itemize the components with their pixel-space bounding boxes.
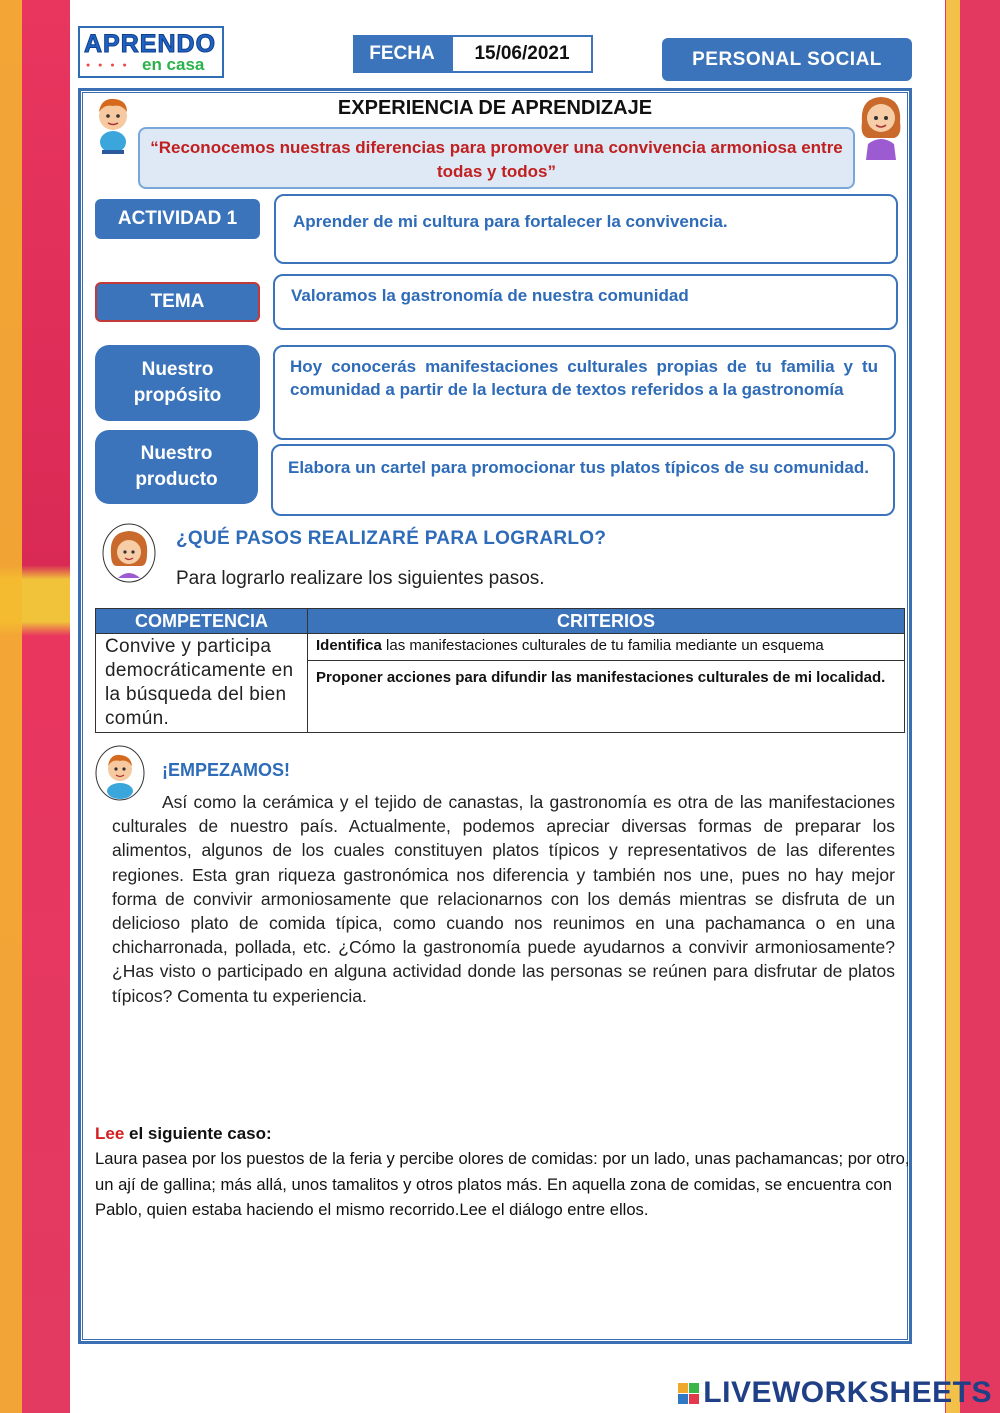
girl-character-icon [856,92,906,162]
fecha-label: FECHA [353,35,451,73]
actividad-text: Aprender de mi cultura para fortalecer la convivencia. [274,194,898,264]
liveworksheets-logo: LIVEWORKSHEETS [678,1376,992,1410]
empezamos-paragraph: Así como la cerámica y el tejido de canastas, la gastronomía es otra de las manifestaciones culturales de nuestro país. Actualmente, podemos apreciar diversas formas de preparar los alimentos, algunos de los cuales constituyen platos típicos y representativos de las diferentes regiones. Esta gran riqueza gastronómica nos diferencia y también nos une, pues no hay mejor forma de convivir armoniosamente que relacionarnos con los demás mientras se disfruta de un delicioso plato de comida típica, como cuando nos reunimos en una pachamanca o en una chicharronada, pollada, etc. ¿Cómo la gastronomía puede ayudarnos a convivir armoniosamente? ¿Has visto o participado en alguna actividad donde las personas se reúnen para disfrutar de platos típicos? Comenta tu experiencia. [112,792,895,1006]
proposito-label: Nuestro propósito [95,345,260,421]
col-header-criterios: CRITERIOS [308,609,905,634]
tema-text: Valoramos la gastronomía de nuestra comunidad [273,274,898,330]
lee-title: Lee el siguiente caso: [95,1124,272,1143]
producto-text: Elabora un cartel para promocionar tus platos típicos de su comunidad. [271,444,895,516]
quote-box: “Reconocemos nuestras diferencias para promover una convivencia armoniosa entre todas y todos” [138,127,855,189]
tema-label: TEMA [95,282,260,322]
boy-character-icon [92,94,134,154]
fecha-value: 15/06/2021 [451,35,593,73]
criterio-2: Proponer acciones para difundir las manifestaciones culturales de mi localidad. [308,661,905,733]
steps-subtitle: Para lograrlo realizare los siguientes pasos. [176,568,545,589]
right-ribbon-stripe [946,0,960,1413]
producto-label: Nuestro producto [95,430,258,504]
competencia-table [95,608,905,733]
area-badge: PERSONAL SOCIAL [662,38,912,81]
steps-title: ¿QUÉ PASOS REALIZARÉ PARA LOGRARLO? [176,528,607,549]
empezamos-title: ¡EMPEZAMOS! [162,760,290,780]
proposito-text: Hoy conocerás manifestaciones culturales propias de tu familia y tu comunidad a partir de la lectura de textos referidos a la gastronomía [273,345,896,440]
girl-avatar-icon [101,522,157,584]
page-title: EXPERIENCIA DE APRENDIZAJE [337,97,653,119]
col-header-competencia: COMPETENCIA [96,609,308,634]
case-text: Laura pasea por los puestos de la feria y percibe olores de comidas: por un lado, unas pachamancas; por otro, un ají de gallina; más allá, unos tamalitos y otros platos más. En aquella zona de comidas, se encuentra con Pablo, quien estaba haciendo el mismo recorrido.Lee el diálogo entre ellos. [95,1149,910,1219]
liveworksheets-squares-icon [678,1383,699,1404]
aprendo-en-casa-logo: APRENDO ● ● ● ● en casa [78,26,224,78]
left-ribbon-stripe [0,0,22,1413]
actividad-label: ACTIVIDAD 1 [95,199,260,239]
criterio-1: Identifica las manifestaciones culturales de tu familia mediante un esquema [308,634,905,661]
competencia-cell: Convive y participa democráticamente en la búsqueda del bien común. [96,634,308,733]
